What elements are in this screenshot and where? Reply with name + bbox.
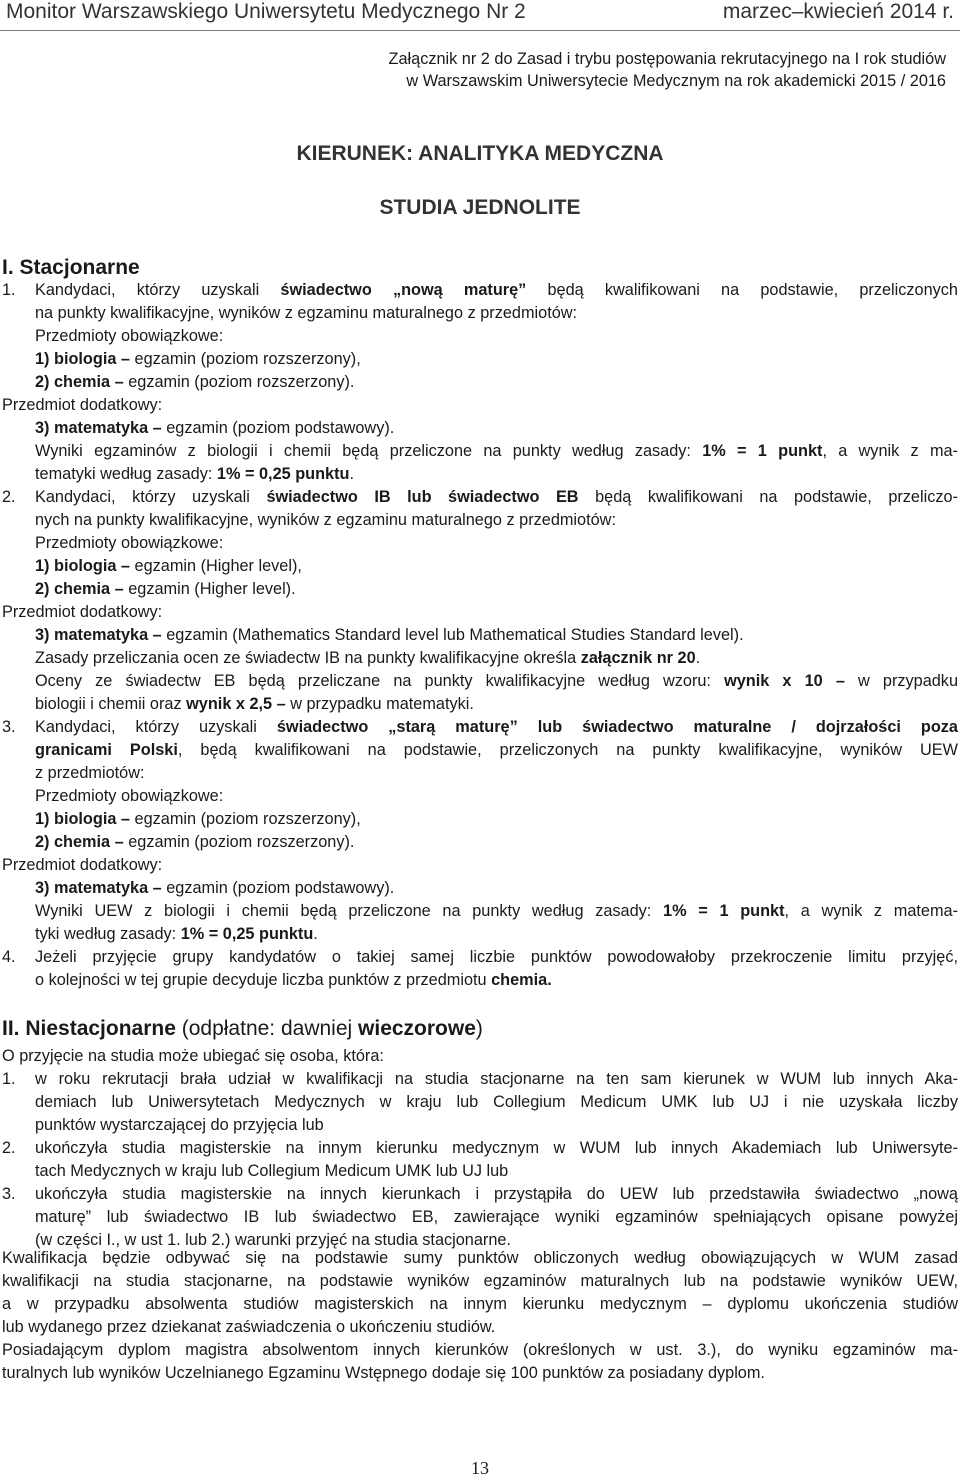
annex-note (306, 48, 946, 92)
text-line: Oceny ze świadectw EB będą przeliczane na punkty kwalifikacyjne według wzoru: wynik x 10 – w przypadku (35, 672, 958, 690)
page-number: 13 (471, 1458, 489, 1478)
text-line: ukończyła studia magisterskie na innym kierunku medycznym w WUM lub innych Akademiach lub Uniwersyte- (35, 1139, 958, 1157)
text-line: na punkty kwalifikacyjne, wyników z egzaminu maturalnego z przedmiotów: (35, 304, 578, 322)
list-item (2, 279, 958, 325)
closing-paragraphs (2, 1247, 958, 1385)
text-line: (w części I., w ust 1. lub 2.) warunki przyjęć na studia stacjonarne. (35, 1231, 511, 1249)
text-line: z przedmiotów: (35, 764, 145, 782)
additional-label: Przedmiot dodatkowy: (2, 856, 163, 874)
text-line: granicami Polski, będą kwalifikowani na podstawie, przeliczonych na punkty kwalifikacyjne, wyników UEW (35, 741, 958, 759)
list-item (2, 716, 958, 785)
list-item (2, 1183, 958, 1252)
text-line: Kwalifikacja będzie odbywać się na podstawie sumy punktów obliczonych według obowiązujących w WUM zasad (2, 1249, 958, 1267)
page-title: KIERUNEK: ANALITYKA MEDYCZNA (296, 142, 664, 165)
text-line: o kolejności w tej grupie decyduje liczba punktów z przedmiotu chemia. (35, 971, 552, 989)
mandatory-label: Przedmioty obowiązkowe: (35, 327, 224, 345)
additional-label: Przedmiot dodatkowy: (2, 396, 163, 414)
text-line: demiach lub Uniwersytetach Medycznych w kraju lub Collegium Medicum UMK lub UJ i nie uzyskała liczby (35, 1093, 958, 1111)
text-line: a w przypadku absolwenta studiów magisterskich na innym kierunku medycznym – dyplomu ukończenia studiów (2, 1295, 958, 1313)
text-line: punktów wystarczającej do przyjęcia lub (35, 1116, 324, 1134)
intro-line: O przyjęcie na studia może ubiegać się osoba, która: (2, 1047, 384, 1065)
item-number: 1. (2, 1070, 16, 1088)
text-line: Kandydaci, którzy uzyskali świadectwo IB lub świadectwo EB będą kwalifikowani na podstawie, przeliczo- (35, 488, 958, 506)
subject-line: 3) matematyka – egzamin (poziom podstawowy). (35, 419, 395, 437)
subject-line: 2) chemia – egzamin (poziom rozszerzony). (35, 373, 355, 391)
list-item (2, 486, 958, 532)
text-line: tach Medycznych w kraju lub Collegium Medicum UMK lub UJ lub (35, 1162, 509, 1180)
annex-line: Załącznik nr 2 do Zasad i trybu postępowania rekrutacyjnego na I rok studiów (388, 50, 946, 68)
subject-line: 1) biologia – egzamin (poziom rozszerzony), (35, 810, 361, 828)
point-1 (2, 279, 958, 486)
text-line: tematyki według zasady: 1% = 0,25 punktu. (35, 465, 354, 483)
point-2 (2, 486, 958, 716)
item-number: 2. (2, 1139, 16, 1157)
text-line: Kandydaci, którzy uzyskali świadectwo „starą maturę” lub świadectwo maturalne / dojrzałości poza (35, 718, 958, 736)
text-line: Wyniki egzaminów z biologii i chemii będą przeliczone na punkty według zasady: 1% = 1 punkt, a wynik z ma- (35, 442, 958, 460)
section-heading-niestacjonarne: II. Niestacjonarne (odpłatne: dawniej wieczorowe) (2, 1017, 483, 1040)
text-line: kwalifikacji na studia stacjonarne, na podstawie wyników egzaminów maturalnych lub na podstawie wyników UEW, (2, 1272, 958, 1290)
text-line: Wyniki UEW z biologii i chemii będą przeliczone na punkty według zasady: 1% = 1 punkt, a wynik z matema- (35, 902, 958, 920)
text-line: maturę” lub świadectwo IB lub świadectwo EB, zawierające wyniki egzaminów spełniających opisane powyżej (35, 1208, 958, 1226)
list-item (2, 946, 958, 992)
item-number: 1. (2, 281, 16, 299)
text-line: ukończyła studia magisterskie na innych kierunkach i przystąpiła do UEW lub przedstawiła świadectwo „nową (35, 1185, 958, 1203)
section-heading-stacjonarne (2, 256, 140, 280)
point-3 (2, 716, 958, 946)
text-line: Posiadającym dyplom magistra absolwentom innych kierunków (określonych w ust. 3.), do wyniku egzaminów ma- (2, 1341, 958, 1359)
subject-line: 1) biologia – egzamin (poziom rozszerzony), (35, 350, 361, 368)
text-line: biologii i chemii oraz wynik x 2,5 – w przypadku matematyki. (35, 695, 474, 713)
mandatory-label: Przedmioty obowiązkowe: (35, 534, 224, 552)
issue-date: marzec–kwiecień 2014 r. (722, 0, 954, 23)
text-line: Kandydaci, którzy uzyskali świadectwo „nową maturę” będą kwalifikowani na podstawie, przeliczonych (35, 281, 958, 299)
text-line: Zasady przeliczania ocen ze świadectw IB na punkty kwalifikacyjne określa załącznik nr 20. (35, 649, 701, 667)
point-4 (2, 946, 958, 992)
text-line: tyki według zasady: 1% = 0,25 punktu. (35, 925, 318, 943)
subject-line: 3) matematyka – egzamin (poziom podstawowy). (35, 879, 395, 897)
subject-line: 3) matematyka – egzamin (Mathematics Standard level lub Mathematical Studies Standard level). (35, 626, 744, 644)
page-subtitle: STUDIA JEDNOLITE (379, 196, 581, 219)
journal-title: Monitor Warszawskiego Uniwersytetu Medycznego Nr 2 (6, 0, 526, 23)
text-line: turalnych lub wyników Uczelnianego Egzaminu Wstępnego dodaje się 100 punktów za posiadany dyplom. (2, 1364, 765, 1382)
annex-line: w Warszawskim Uniwersytecie Medycznym na rok akademicki 2015 / 2016 (406, 72, 946, 90)
section-heading-text: I. Stacjonarne (2, 256, 140, 279)
item-number: 3. (2, 1185, 16, 1203)
subject-line: 1) biologia – egzamin (Higher level), (35, 557, 302, 575)
list-item (2, 1137, 958, 1183)
subject-line: 2) chemia – egzamin (poziom rozszerzony). (35, 833, 355, 851)
section-2-body (2, 1045, 958, 1252)
running-header (0, 0, 960, 31)
mandatory-label: Przedmioty obowiązkowe: (35, 787, 224, 805)
text-line: nych na punkty kwalifikacyjne, wyników z egzaminu maturalnego z przedmiotów: (35, 511, 616, 529)
item-number: 2. (2, 488, 16, 506)
additional-label: Przedmiot dodatkowy: (2, 603, 163, 621)
list-item (2, 1068, 958, 1137)
subject-line: 2) chemia – egzamin (Higher level). (35, 580, 296, 598)
item-number: 4. (2, 948, 16, 966)
text-line: lub wydanego przez dziekanat zaświadczenia o ukończeniu studiów. (2, 1318, 496, 1336)
item-number: 3. (2, 718, 16, 736)
text-line: w roku rekrutacji brała udział w kwalifikacji na studia stacjonarne na ten sam kierunek w WUM lub innych Aka- (35, 1070, 958, 1088)
text-line: Jeżeli przyjęcie grupy kandydatów o takiej samej liczbie punktów powodowałoby przekroczenie limitu przyjęć, (35, 948, 958, 966)
